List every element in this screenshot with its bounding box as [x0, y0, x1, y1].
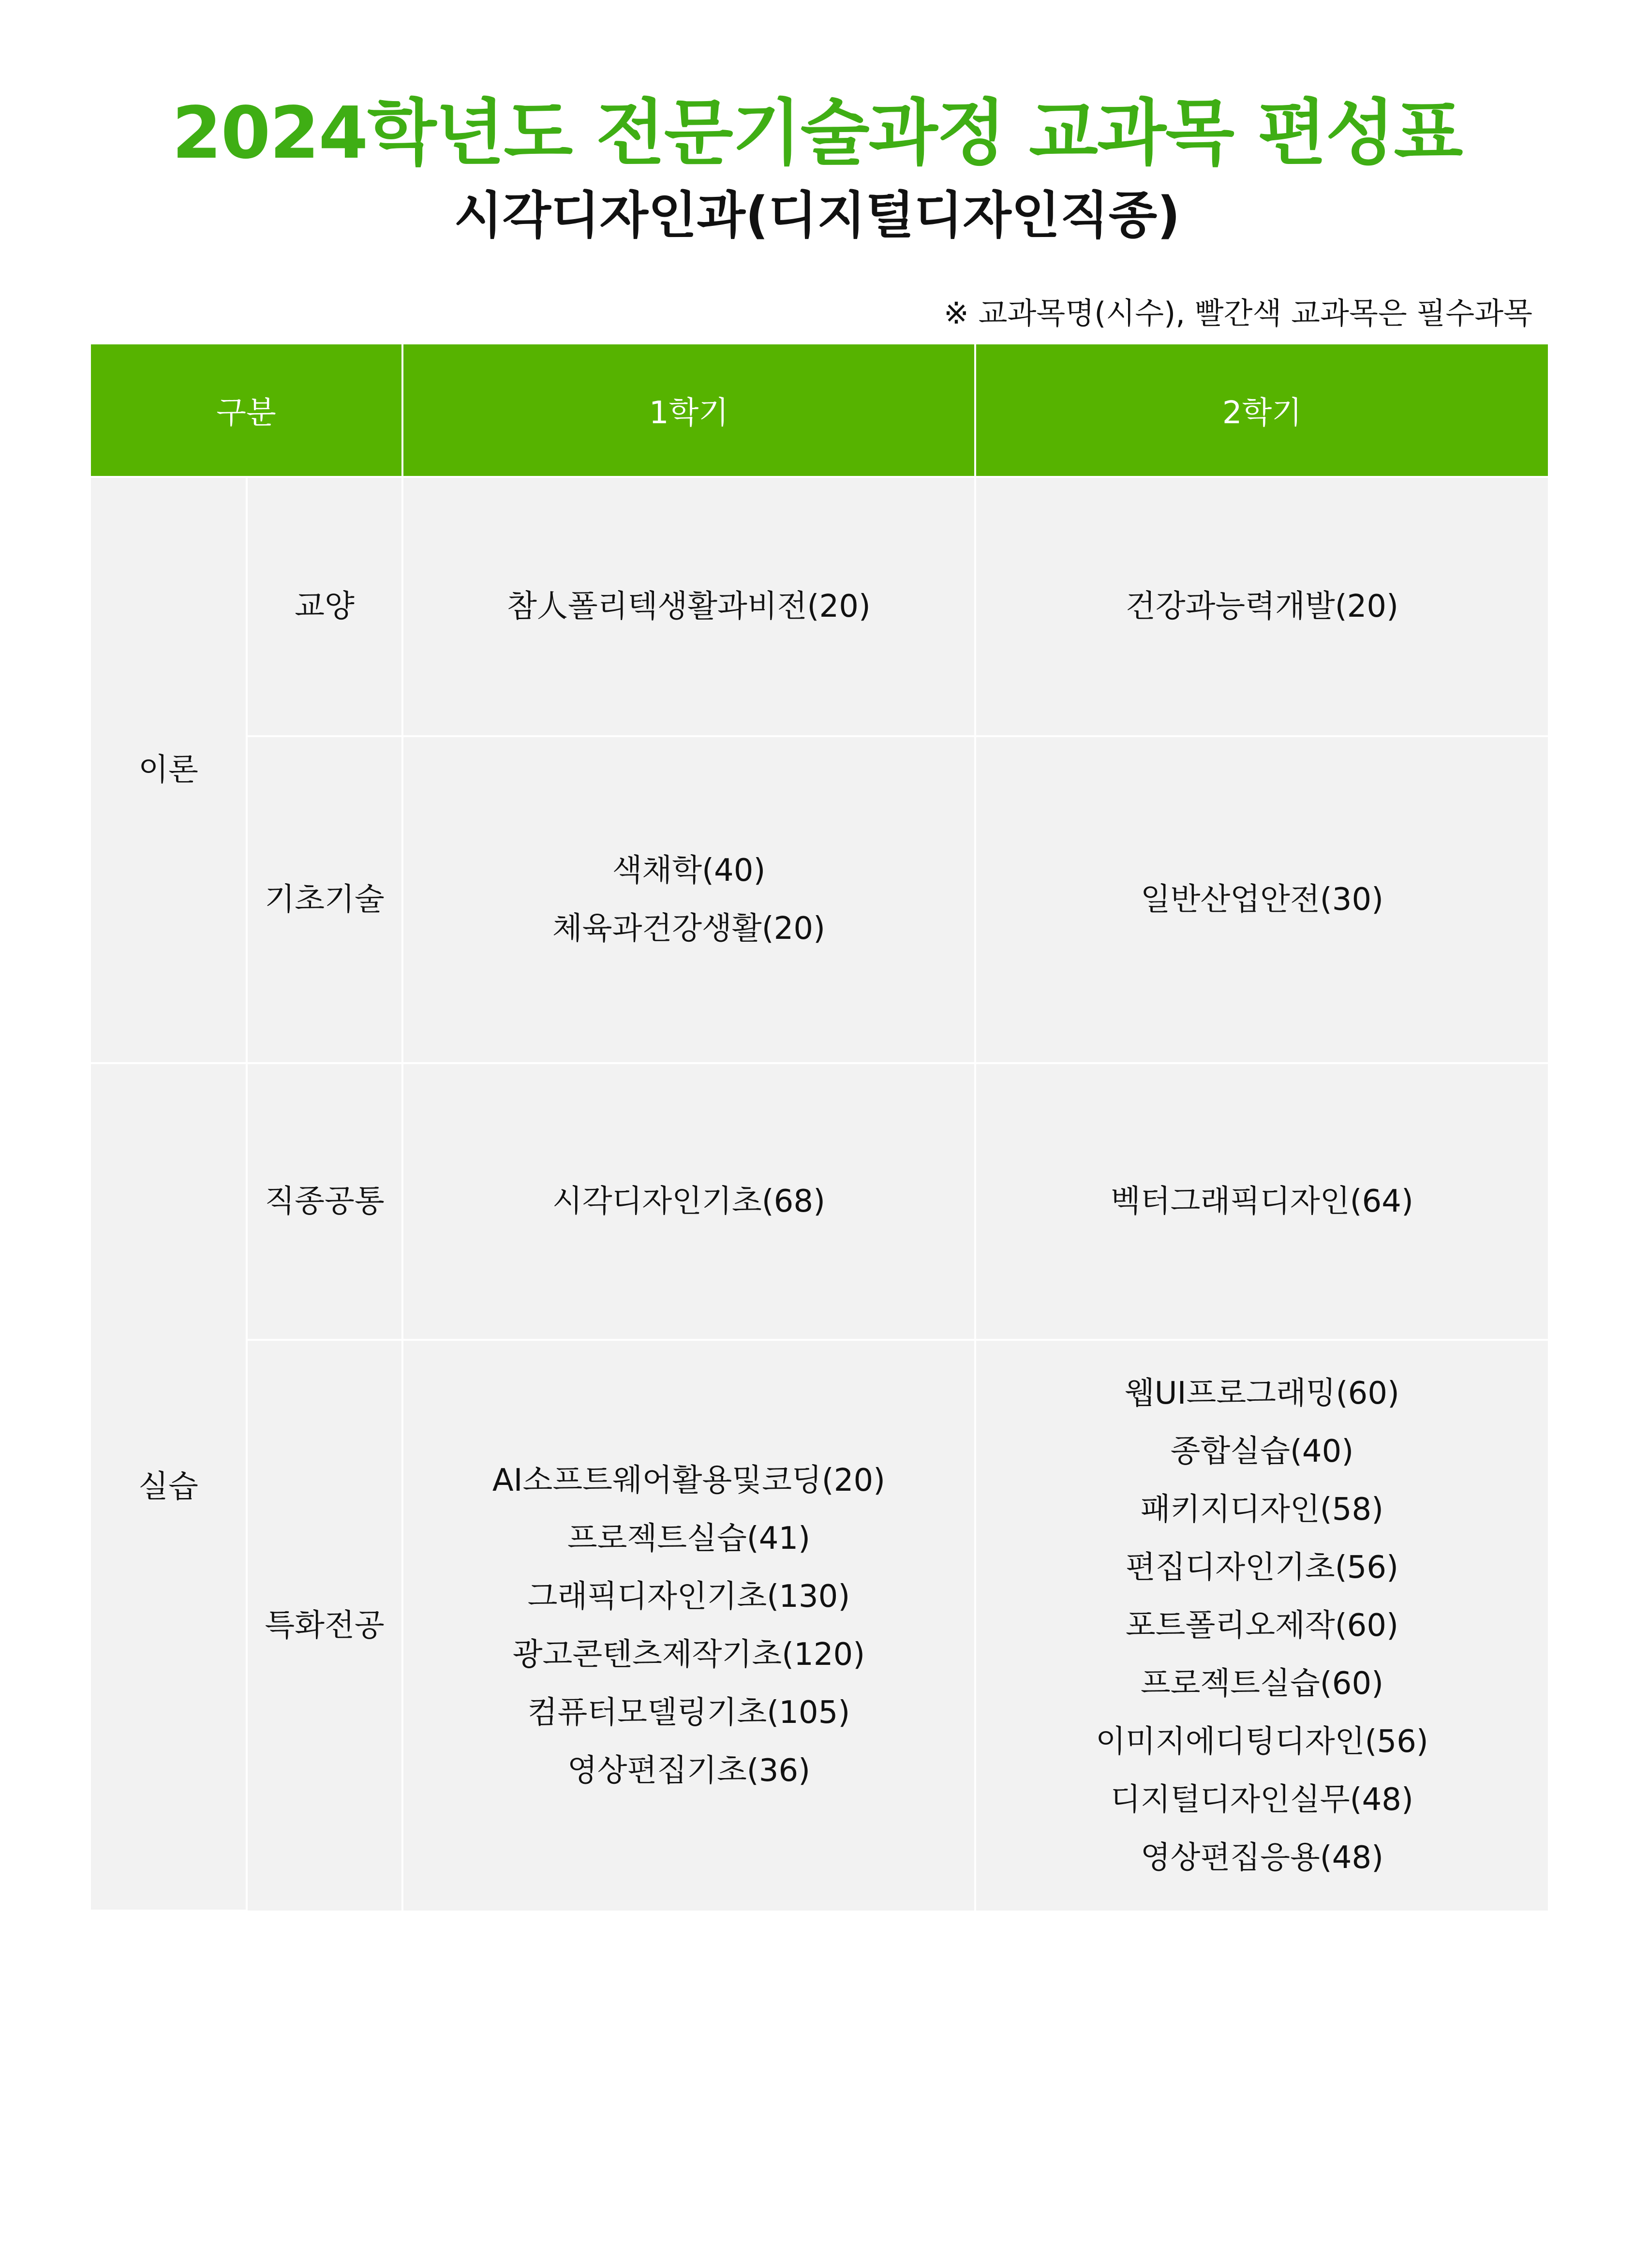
cell-gyoyang-sem2 — [975, 477, 1548, 736]
row-label-jikjong: 직종공통 — [247, 1063, 402, 1340]
subject-item: 그래픽디자인기초(130) — [527, 1579, 850, 1615]
page-subtitle: 시각디자인과(디지털디자인직종) — [454, 186, 1180, 245]
subject-item: 종합실습(40) — [1170, 1434, 1354, 1469]
table-row — [91, 477, 1548, 736]
table-row — [91, 736, 1548, 1063]
subject-item: 이미지에디팅디자인(56) — [1096, 1724, 1428, 1760]
group-theory: 이론 — [91, 477, 247, 1063]
table-row — [91, 1340, 1548, 1911]
table-row — [91, 1063, 1548, 1340]
subject-item: 벡터그래픽디자인(64) — [1111, 1184, 1413, 1219]
header-semester-2: 2학기 — [975, 344, 1548, 477]
subject-item: 컴퓨터모델링기초(105) — [527, 1695, 850, 1731]
cell-gicho-sem1 — [402, 736, 975, 1063]
subject-item: 영상편집응용(48) — [1140, 1840, 1384, 1876]
header-semester-1: 1학기 — [402, 344, 975, 477]
subject-item: 영상편집기초(36) — [567, 1753, 811, 1789]
subject-item: 광고콘텐츠제작기초(120) — [512, 1637, 865, 1673]
cell-gicho-sem2 — [975, 736, 1548, 1063]
subject-item: 체육과건강생활(20) — [552, 911, 826, 947]
table-header-row — [91, 344, 1548, 477]
header-category: 구분 — [91, 344, 402, 477]
subject-item: 패키지디자인(58) — [1140, 1492, 1384, 1527]
subject-item: 색채학(40) — [612, 853, 766, 889]
legend-note: ※ 교과목명(시수), 빨간색 교과목은 필수과목 — [943, 296, 1532, 331]
cell-gyoyang-sem1 — [402, 477, 975, 736]
cell-jikjong-sem1 — [402, 1063, 975, 1340]
subject-item: 프로젝트실습(41) — [567, 1521, 811, 1556]
row-label-gicho: 기초기술 — [247, 736, 402, 1063]
subject-item: 편집디자인기초(56) — [1125, 1550, 1399, 1586]
subject-item: 시각디자인기초(68) — [552, 1184, 826, 1219]
group-practice: 실습 — [91, 1063, 247, 1911]
subject-item: 프로젝트실습(60) — [1140, 1666, 1384, 1702]
cell-jikjong-sem2 — [975, 1063, 1548, 1340]
curriculum-table — [91, 344, 1548, 1912]
subject-item: 포트폴리오제작(60) — [1125, 1608, 1399, 1644]
cell-teukhwa-sem2 — [975, 1340, 1548, 1911]
page-title: 2024학년도 전문기술과정 교과목 편성표 — [172, 91, 1462, 175]
row-label-gyoyang: 교양 — [247, 477, 402, 736]
subject-item: AI소프트웨어활용및코딩(20) — [492, 1463, 886, 1498]
subject-item: 웹UI프로그래밍(60) — [1124, 1376, 1400, 1411]
subject-item: 건강과능력개발(20) — [1125, 589, 1399, 624]
subject-item: 디지털디자인실무(48) — [1111, 1782, 1413, 1818]
row-label-teukhwa: 특화전공 — [247, 1340, 402, 1911]
subject-item: 일반산업안전(30) — [1140, 882, 1384, 918]
cell-teukhwa-sem1 — [402, 1340, 975, 1911]
subject-item: 참人폴리텍생활과비전(20) — [507, 589, 871, 624]
